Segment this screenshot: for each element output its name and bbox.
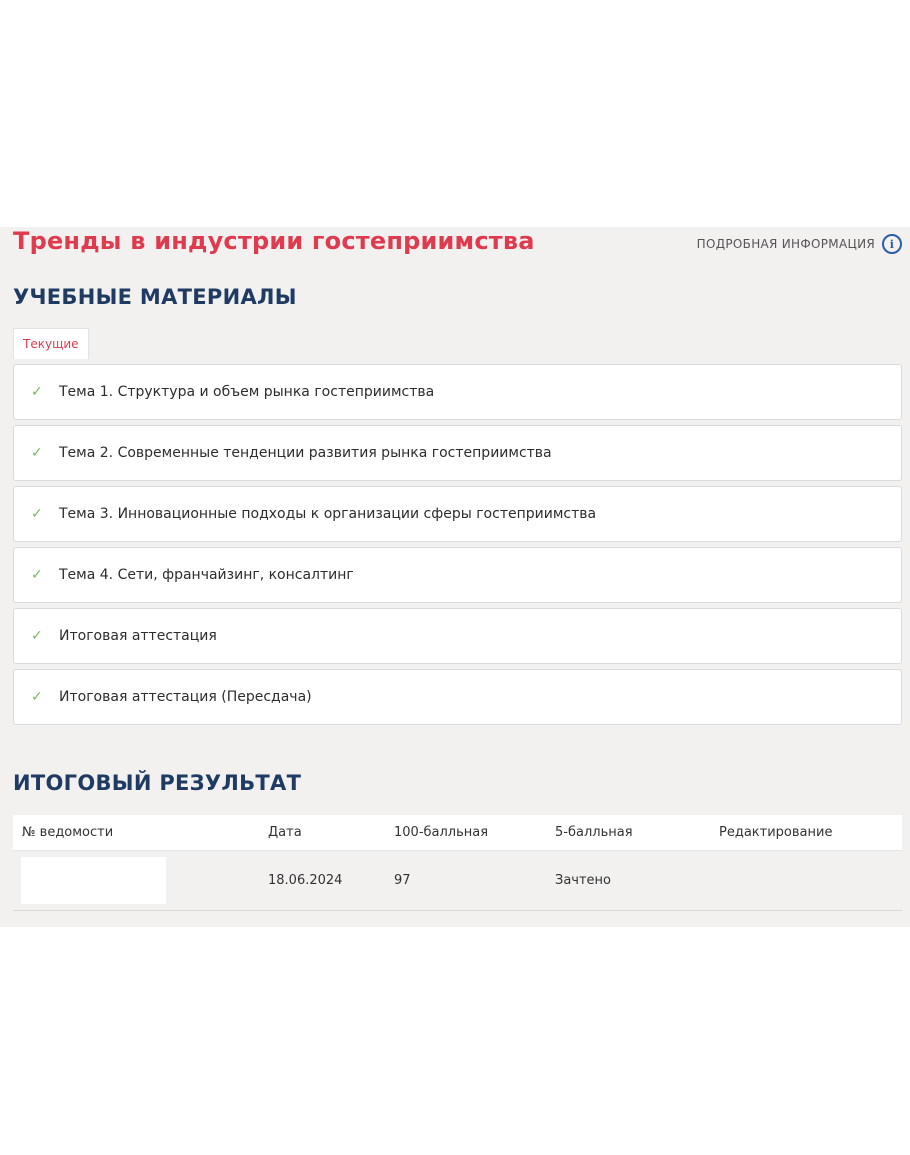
list-item[interactable]	[13, 486, 902, 542]
list-item-label: Тема 2. Современные тенденции развития рынка гостеприимства	[59, 445, 552, 461]
list-item[interactable]	[13, 547, 902, 603]
list-item-label: Итоговая аттестация (Пересдача)	[59, 689, 312, 705]
redacted-sheet-number	[21, 857, 166, 904]
cell-score-100: 97	[394, 873, 411, 888]
column-header: Дата	[268, 825, 302, 840]
list-item-label: Итоговая аттестация	[59, 628, 217, 644]
checkmark-icon: ✓	[31, 689, 43, 705]
list-item[interactable]	[13, 669, 902, 725]
list-item[interactable]	[13, 364, 902, 420]
materials-list	[13, 364, 902, 730]
materials-heading: УЧЕБНЫЕ МАТЕРИАЛЫ	[13, 285, 297, 309]
result-table	[13, 815, 902, 911]
cell-sheet-number	[13, 857, 268, 904]
column-header: № ведомости	[22, 825, 114, 840]
cell-score-5: Зачтено	[555, 873, 612, 888]
details-link-label: ПОДРОБНАЯ ИНФОРМАЦИЯ	[696, 237, 875, 251]
info-circle-icon[interactable]: i	[882, 234, 902, 254]
list-item[interactable]	[13, 608, 902, 664]
list-item-label: Тема 3. Инновационные подходы к организации сферы гостеприимства	[59, 506, 597, 522]
list-item-label: Тема 1. Структура и объем рынка гостеприимства	[59, 384, 435, 400]
table-header	[13, 815, 902, 851]
checkmark-icon: ✓	[31, 628, 43, 644]
checkmark-icon: ✓	[31, 567, 43, 583]
result-heading: ИТОГОВЫЙ РЕЗУЛЬТАТ	[13, 771, 302, 795]
checkmark-icon: ✓	[31, 506, 43, 522]
checkmark-icon: ✓	[31, 384, 43, 400]
details-link[interactable]	[697, 234, 902, 254]
column-header: 5-балльная	[555, 825, 633, 840]
course-panel	[0, 227, 910, 927]
list-item-label: Тема 4. Сети, франчайзинг, консалтинг	[59, 567, 354, 583]
column-header: Редактирование	[719, 825, 833, 840]
cell-date: 18.06.2024	[268, 873, 343, 888]
table-row	[13, 851, 902, 911]
course-title: Тренды в индустрии гостеприимства	[13, 227, 535, 255]
tab-current[interactable]: Текущие	[13, 328, 89, 359]
column-header: 100-балльная	[394, 825, 489, 840]
list-item[interactable]	[13, 425, 902, 481]
checkmark-icon: ✓	[31, 445, 43, 461]
